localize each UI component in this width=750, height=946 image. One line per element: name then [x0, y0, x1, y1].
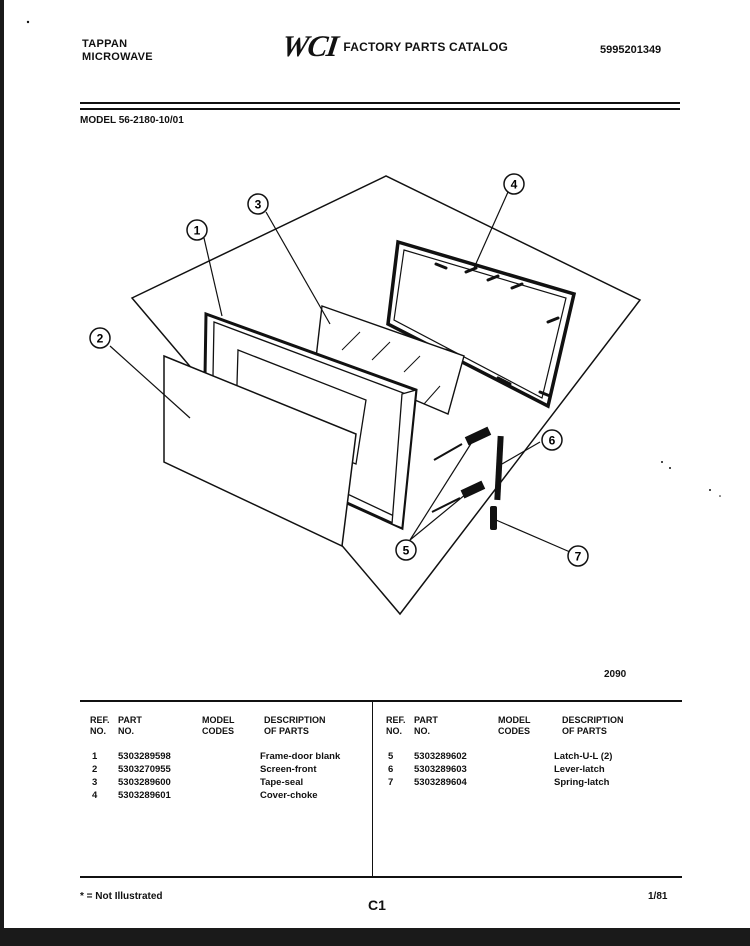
header-ref-no-right: REF. NO.	[386, 715, 406, 736]
callout-label: 1	[193, 223, 201, 238]
brand-name: TAPPAN	[82, 38, 128, 50]
part-no: 5303289602	[414, 751, 467, 762]
part-description: Latch-U-L (2)	[554, 751, 613, 762]
part-no: 5303289598	[118, 751, 171, 762]
callout-5	[396, 540, 416, 560]
part-spring-latch	[490, 506, 497, 530]
catalog-title: FACTORY PARTS CATALOG	[343, 40, 509, 54]
part-description: Spring-latch	[554, 777, 610, 788]
ref-no: 3	[92, 777, 98, 788]
part-no: 5303289604	[414, 777, 467, 788]
callout-3	[248, 194, 268, 214]
callout-label: 4	[510, 177, 518, 192]
part-no: 5303289601	[118, 790, 171, 801]
part-description: Lever-latch	[554, 764, 605, 775]
callout-label: 3	[254, 197, 262, 212]
callout-7	[568, 546, 588, 566]
part-lever-latch	[494, 436, 503, 500]
table-top-rule	[80, 700, 682, 702]
product-type: MICROWAVE	[82, 51, 153, 63]
part-description: Tape-seal	[260, 777, 304, 788]
callout-2	[90, 328, 110, 348]
part-no: 5303289603	[414, 764, 467, 775]
callout-label: 5	[402, 543, 410, 558]
header-model-codes: MODEL CODES	[202, 715, 235, 736]
ref-no: 1	[92, 751, 98, 762]
part-description: Frame-door blank	[260, 751, 341, 762]
part-description: Screen-front	[260, 764, 317, 775]
ref-no: 7	[388, 777, 394, 788]
model-number: MODEL 56-2180-10/01	[80, 115, 184, 126]
diagram-number: 2090	[604, 669, 627, 680]
page-code: C1	[368, 897, 386, 913]
callout-label: 6	[548, 433, 556, 448]
part-no: 5303289600	[118, 777, 171, 788]
callout-6	[542, 430, 562, 450]
table-bottom-rule	[80, 876, 682, 878]
callout-4	[504, 174, 524, 194]
header-description: DESCRIPTION OF PARTS	[264, 715, 326, 736]
callout-1	[187, 220, 207, 240]
callout-label: 7	[574, 549, 582, 564]
wci-logo: WCI	[279, 30, 340, 63]
header-model-codes-right: MODEL CODES	[498, 715, 531, 736]
part-latch	[432, 427, 491, 512]
not-illustrated-note: * = Not Illustrated	[80, 891, 163, 902]
catalog-number: 5995201349	[600, 44, 662, 56]
header-part-no: PART NO.	[118, 715, 142, 736]
ref-no: 2	[92, 764, 98, 775]
header-ref-no: REF. NO.	[90, 715, 110, 736]
ref-no: 5	[388, 751, 394, 762]
part-no: 5303270955	[118, 764, 171, 775]
ref-no: 6	[388, 764, 394, 775]
callout-label: 2	[96, 331, 104, 346]
table-column-divider	[372, 702, 373, 876]
header-part-no-right: PART NO.	[414, 715, 438, 736]
ref-no: 4	[92, 790, 98, 801]
catalog-date: 1/81	[648, 891, 668, 902]
part-description: Cover-choke	[260, 790, 318, 801]
header-description-right: DESCRIPTION OF PARTS	[562, 715, 624, 736]
